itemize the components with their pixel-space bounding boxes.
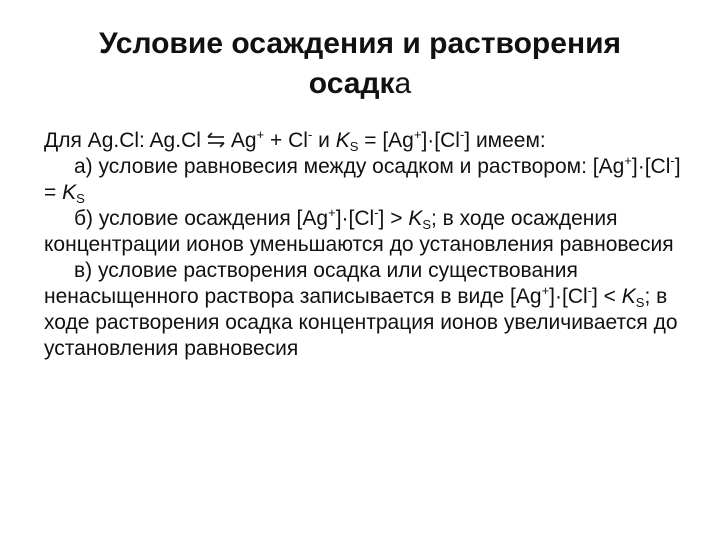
title-line-2 <box>40 64 680 104</box>
item-a-text: а) условие равновесия между осадком и раствором: [Ag <box>74 155 625 178</box>
k-subscript: S <box>635 295 645 310</box>
k-subscript: S <box>422 217 431 232</box>
item-c-mid: ]·[Cl <box>549 285 588 308</box>
intro-plus-cl: + Cl <box>264 129 308 152</box>
charge-plus: + <box>256 127 265 142</box>
item-b-end: ; в ходе осаждения концентрации ионов уменьшаются до установления равновесия <box>44 207 674 256</box>
item-b <box>44 206 694 258</box>
k-subscript: S <box>76 191 85 206</box>
k-symbol: K <box>408 207 423 230</box>
item-c-compare: ] < <box>592 285 622 308</box>
k-symbol: K <box>335 129 350 152</box>
item-b-mid: ]·[Cl <box>335 207 375 230</box>
equilibrium-arrows-icon <box>205 131 227 149</box>
intro-paragraph <box>44 128 694 154</box>
intro-eq: = [Ag <box>358 129 414 152</box>
k-subscript: S <box>349 139 359 154</box>
charge-plus: + <box>624 153 632 168</box>
intro-and: и <box>312 129 336 152</box>
charge-minus: - <box>587 283 592 298</box>
intro-mid: ]·[Cl <box>421 129 460 152</box>
slide-body <box>44 128 694 362</box>
charge-minus: - <box>459 127 465 142</box>
title-line-2-rest: а <box>394 67 412 100</box>
k-symbol: K <box>62 181 77 204</box>
charge-minus: - <box>307 127 313 142</box>
item-b-compare: ] > <box>378 207 409 230</box>
title-line-1: Условие осаждения и растворения <box>98 27 622 60</box>
charge-plus: + <box>413 127 422 142</box>
charge-plus: + <box>541 283 550 298</box>
charge-minus: - <box>374 205 379 220</box>
slide-title <box>40 24 680 104</box>
item-a-end: ] = <box>44 155 681 204</box>
item-c-end: ; в ходе растворения осадка концентрация ионов увеличивается до установления равновесия <box>44 285 678 360</box>
k-symbol: K <box>621 285 636 308</box>
intro-end: ] имеем: <box>464 129 546 152</box>
item-c-text: в) условие растворения осадка или существования ненасыщенного раствора записывается в виде [Ag <box>44 259 578 308</box>
title-line-2-bold: осадк <box>308 67 395 100</box>
item-a-mid: ]·[Cl <box>631 155 671 178</box>
item-b-text: б) условие осаждения [Ag <box>74 207 329 230</box>
intro-lead: Для Ag.Cl: Ag.Cl <box>44 129 201 152</box>
intro-ag: Ag <box>230 129 257 152</box>
item-a <box>44 154 694 206</box>
charge-plus: + <box>328 205 336 220</box>
item-c <box>44 258 694 362</box>
charge-minus: - <box>670 153 675 168</box>
